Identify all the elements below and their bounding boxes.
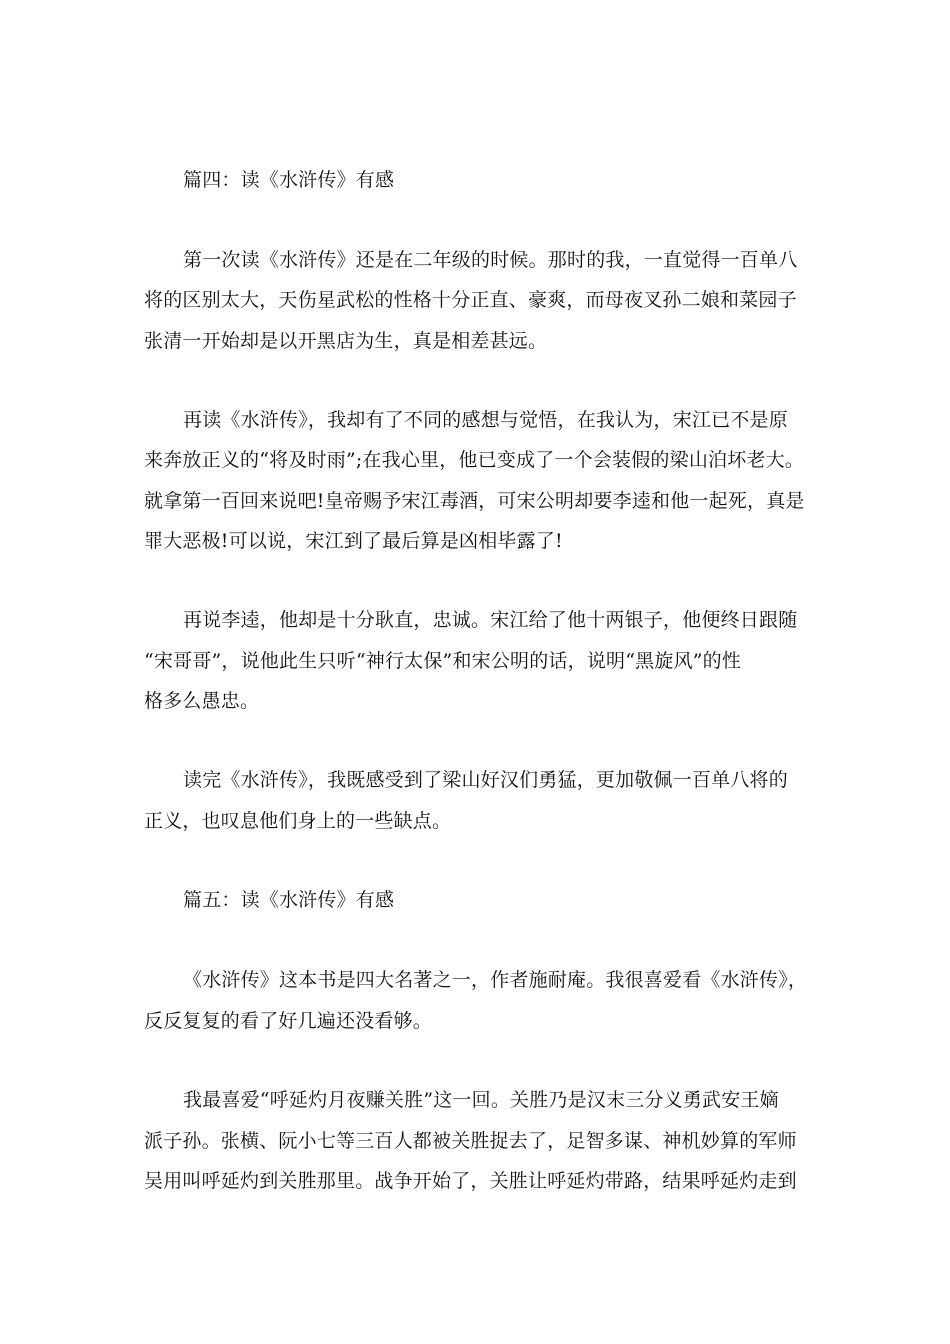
paragraph-line: 派子孙。张横、阮小七等三百人都被关胜捉去了，足智多谋、神机妙算的军师 xyxy=(144,1130,797,1152)
paragraph-line: 再读《水浒传》，我却有了不同的感想与觉悟，在我认为，宋江已不是原 xyxy=(183,409,788,431)
paragraph-line: 再说李逵，他却是十分耿直，忠诚。宋江给了他十两银子，他便终日跟随 xyxy=(183,609,798,631)
section-heading-5: 篇五：读《水浒传》有感 xyxy=(183,889,395,911)
paragraph-line: 将的区别太大，天伤星武松的性格十分正直、豪爽，而母夜叉孙二娘和菜园子 xyxy=(144,289,797,311)
paragraph-line: 正义，也叹息他们身上的一些缺点。 xyxy=(144,810,452,832)
paragraph-line: 罪大恶极!可以说，宋江到了最后算是凶相毕露了! xyxy=(144,530,563,552)
paragraph-line: 就拿第一百回来说吧!皇帝赐予宋江毒酒，可宋公明却要李逵和他一起死，真是 xyxy=(144,490,805,512)
paragraph-line: 读完《水浒传》，我既感受到了梁山好汉们勇猛，更加敬佩一百单八将的 xyxy=(183,769,788,791)
paragraph-line: 来奔放正义的“将及时雨”;在我心里，他已变成了一个会装假的梁山泊坏老大。 xyxy=(144,449,805,471)
section-heading-4: 篇四：读《水浒传》有感 xyxy=(183,169,395,191)
paragraph-line: 第一次读《水浒传》还是在二年级的时候。那时的我，一直觉得一百单八 xyxy=(183,249,798,271)
paragraph-line: 张清一开始却是以开黑店为生，真是相差甚远。 xyxy=(144,330,548,352)
paragraph-line: 反反复复的看了好几遍还没看够。 xyxy=(144,1010,433,1032)
paragraph-line: 格多么愚忠。 xyxy=(144,690,260,712)
paragraph-line: 我最喜爱“呼延灼月夜赚关胜”这一回。关胜乃是汉末三分义勇武安王嫡 xyxy=(183,1089,779,1111)
paragraph-line: 《水浒传》这本书是四大名著之一，作者施耐庵。我很喜爱看《水浒传》， xyxy=(183,969,808,991)
paragraph-line: “宋哥哥”，说他此生只听“神行太保”和宋公明的话，说明“黑旋风”的性 xyxy=(144,650,742,672)
paragraph-line: 吴用叫呼延灼到关胜那里。战争开始了，关胜让呼延灼带路，结果呼延灼走到 xyxy=(144,1170,797,1192)
